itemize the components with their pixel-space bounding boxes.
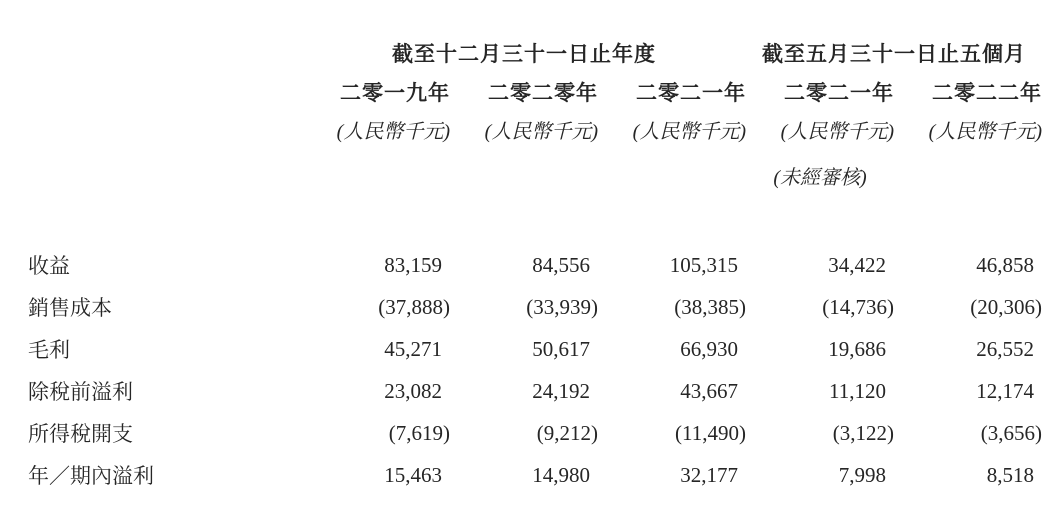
column-group-header-row <box>28 26 1042 68</box>
empty-cell <box>598 144 746 190</box>
value-cell: 105,315 <box>669 252 738 277</box>
financial-summary-table <box>28 26 1042 496</box>
table-row-cost-of-sales <box>28 286 1042 328</box>
row-label: 除稅前溢利 <box>28 380 133 404</box>
unaudited-note: (未經審核) <box>773 167 867 189</box>
value-cell: (33,939) <box>526 294 598 319</box>
row-label: 毛利 <box>28 338 70 362</box>
value-cell: 15,463 <box>384 462 442 487</box>
empty-cell <box>450 144 598 190</box>
value-cell: 66,930 <box>680 336 738 361</box>
table-row-gross-profit <box>28 328 1042 370</box>
currency-unit-label: (人民幣千元) <box>336 121 450 143</box>
currency-unit-row <box>28 107 1042 144</box>
spacer-row <box>28 190 1042 244</box>
value-cell: 24,192 <box>532 378 590 403</box>
row-label: 銷售成本 <box>28 296 112 320</box>
value-cell: 84,556 <box>532 252 590 277</box>
currency-unit-label: (人民幣千元) <box>632 121 746 143</box>
row-label: 收益 <box>28 254 70 278</box>
currency-unit-label: (人民幣千元) <box>780 121 894 143</box>
spacer <box>28 190 1042 244</box>
year-header-2022-5m: 二零二二年 <box>932 82 1042 105</box>
value-cell: 11,120 <box>829 378 886 403</box>
value-cell: 12,174 <box>976 378 1034 403</box>
empty-cell <box>894 144 1042 190</box>
value-cell: (20,306) <box>970 294 1042 319</box>
value-cell: 7,998 <box>838 462 886 487</box>
value-cell: (7,619) <box>388 420 450 445</box>
empty-cell <box>28 26 302 68</box>
value-cell: 23,082 <box>384 378 442 403</box>
value-cell: (3,122) <box>832 420 894 445</box>
year-header-row <box>28 68 1042 107</box>
row-label: 所得稅開支 <box>28 422 133 446</box>
value-cell: (11,490) <box>675 420 746 445</box>
value-cell: 8,518 <box>986 462 1034 487</box>
empty-cell <box>28 107 302 144</box>
empty-cell <box>302 144 450 190</box>
year-header-2019: 二零一九年 <box>340 82 450 105</box>
value-cell: 45,271 <box>384 336 442 361</box>
year-header-2020: 二零二零年 <box>488 82 598 105</box>
value-cell: 50,617 <box>532 336 590 361</box>
empty-cell <box>28 68 302 107</box>
empty-cell <box>28 144 302 190</box>
value-cell: 34,422 <box>828 252 886 277</box>
value-cell: 83,159 <box>384 252 442 277</box>
value-cell: (37,888) <box>378 294 450 319</box>
table-row-profit-before-tax <box>28 370 1042 412</box>
value-cell: (38,385) <box>674 294 746 319</box>
currency-unit-label: (人民幣千元) <box>928 121 1042 143</box>
value-cell: 19,686 <box>828 336 886 361</box>
table-row-profit-for-period <box>28 454 1042 496</box>
currency-unit-label: (人民幣千元) <box>484 121 598 143</box>
year-header-2021: 二零二一年 <box>636 82 746 105</box>
value-cell: 26,552 <box>976 336 1034 361</box>
value-cell: 14,980 <box>532 462 590 487</box>
table-row-revenue <box>28 244 1042 286</box>
value-cell: 32,177 <box>680 462 738 487</box>
table-row-income-tax-expense <box>28 412 1042 454</box>
row-label: 年／期內溢利 <box>28 464 154 488</box>
value-cell: 46,858 <box>976 252 1034 277</box>
value-cell: (14,736) <box>822 294 894 319</box>
col-group-header-five-months: 截至五月三十一日止五個月 <box>762 43 1026 66</box>
col-group-header-annual: 截至十二月三十一日止年度 <box>392 43 656 66</box>
year-header-2021-5m: 二零二一年 <box>784 82 894 105</box>
unaudited-note-row <box>28 144 1042 190</box>
value-cell: (3,656) <box>980 420 1042 445</box>
value-cell: (9,212) <box>536 420 598 445</box>
value-cell: 43,667 <box>680 378 738 403</box>
